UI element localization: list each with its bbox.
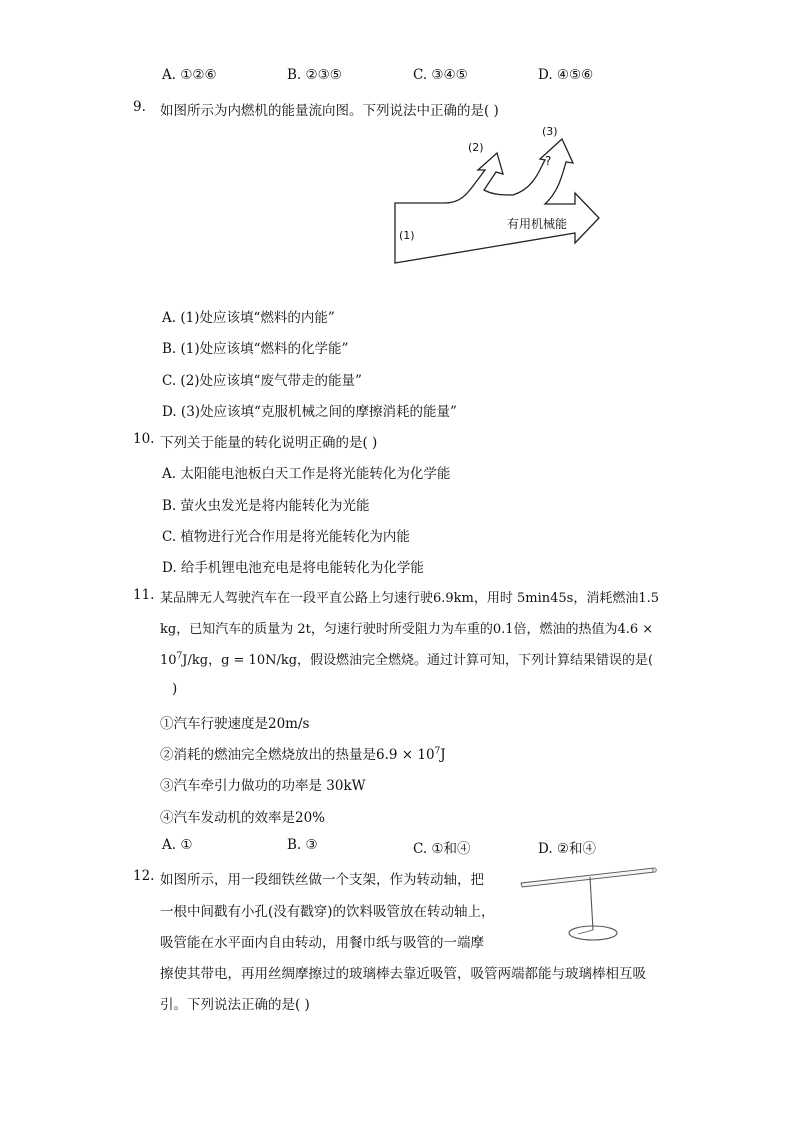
label-3: (3) [542, 125, 558, 138]
q8-option-a: A. ①②⑥ [162, 67, 217, 83]
label-2: (2) [468, 141, 484, 154]
q12-line-3: 吸管能在水平面内自由转动，用餐巾纸与吸管的一端摩 [160, 935, 484, 951]
q9-option-b: B. (1)处应该填“燃料的化学能” [162, 341, 349, 357]
energy-flow-arrow [395, 139, 599, 263]
q11-line-4: ) [172, 681, 178, 697]
energy-flow-diagram [385, 118, 615, 268]
q8-option-d: D. ④⑤⑥ [538, 67, 594, 83]
useful-mechanical-energy-label: 有用机械能 [507, 217, 568, 231]
q11-number: 11. [133, 587, 155, 603]
q9-option-c: C. (2)处应该填“废气带走的能量” [162, 373, 362, 389]
q9-option-a: A. (1)处应该填“燃料的内能” [162, 310, 335, 326]
q11-item-2: ②消耗的燃油完全燃烧放出的热量是$6.9 \times 10^7J$ [160, 746, 446, 763]
q10-option-c: C. 植物进行光合作用是将光能转化为内能 [162, 529, 410, 545]
straw-on-stand-figure [518, 858, 668, 948]
q9-option-d: D. (3)处应该填“克服机械之间的摩擦消耗的能量” [162, 404, 457, 420]
q11-item-1: ①汽车行驶速度是20m/s [160, 716, 310, 732]
q9-number: 9. [133, 99, 146, 115]
q11-line-1: 某品牌无人驾驶汽车在一段平直公路上匀速行驶6.9km，用时 5min45s，消耗燃油1.5 [160, 591, 660, 606]
q11-line-2: kg，已知汽车的质量为 2t，匀速行驶时所受阻力为车重的0.1倍，燃油的热值为4.6 × [160, 622, 654, 637]
q11-line-3: $10^7J/kg$，g = 10N/kg，假设燃油完全燃烧。通过计算可知，下列计算结果错误的是( [160, 651, 654, 668]
question-mark: ? [545, 154, 552, 168]
q11-option-b: B. ③ [287, 837, 318, 853]
q8-option-c: C. ③④⑤ [413, 67, 468, 83]
q12-number: 12. [133, 868, 155, 884]
q11-item-4: ④汽车发动机的效率是20% [160, 810, 326, 826]
q10-option-a: A. 太阳能电池板白天工作是将光能转化为化学能 [162, 466, 451, 482]
q10-option-d: D. 给手机锂电池充电是将电能转化为化学能 [162, 560, 424, 576]
q11-option-d: D. ②和④ [538, 841, 597, 857]
label-1: (1) [399, 229, 415, 242]
q9-stem: 如图所示为内燃机的能量流向图。下列说法中正确的是( ) [160, 103, 499, 119]
q11-item-3: ③汽车牵引力做功的功率是 30kW [160, 778, 366, 794]
q10-option-b: B. 萤火虫发光是将内能转化为光能 [162, 498, 370, 514]
stand-rod [590, 877, 593, 930]
q8-option-b: B. ②③⑤ [287, 67, 342, 83]
q12-line-1: 如图所示，用一段细铁丝做一个支架，作为转动轴，把 [160, 872, 484, 888]
q12-line-5: 引。下列说法正确的是( ) [160, 997, 310, 1013]
q11-option-c: C. ①和④ [413, 841, 471, 857]
q12-line-4: 擦使其带电，再用丝绸摩擦过的玻璃棒去靠近吸管，吸管两端都能与玻璃棒相互吸 [160, 966, 646, 982]
q11-option-a: A. ① [162, 837, 193, 853]
straw [521, 868, 655, 887]
q12-line-2: 一根中间戳有小孔(没有戳穿)的饮料吸管放在转动轴上， [160, 904, 495, 920]
q10-stem: 下列关于能量的转化说明正确的是( ) [160, 435, 378, 451]
q10-number: 10. [133, 431, 155, 447]
